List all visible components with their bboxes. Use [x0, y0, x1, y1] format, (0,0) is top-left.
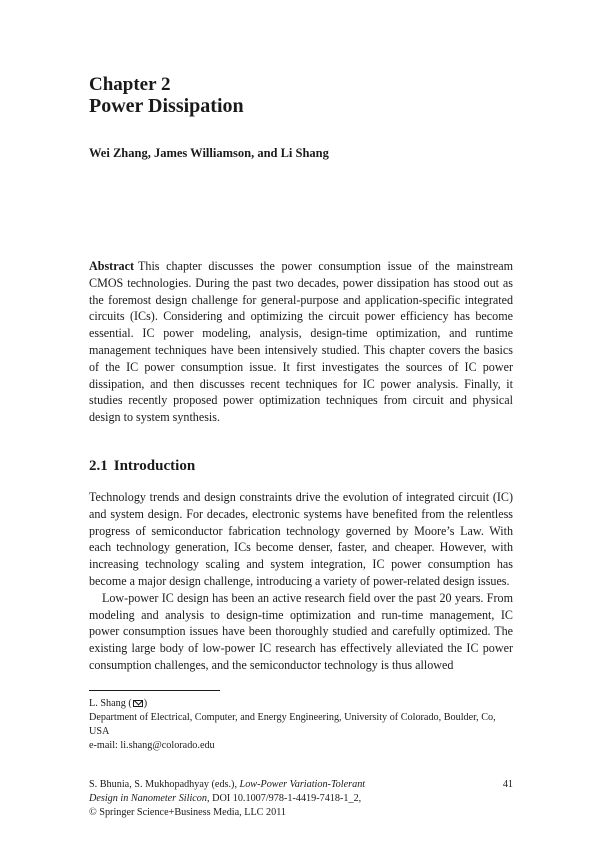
abstract-label: Abstract — [89, 259, 135, 273]
footnote-author-name: L. Shang ( — [89, 698, 132, 709]
page-number: 41 — [502, 779, 513, 790]
abstract-text: This chapter discusses the power consumption issue of the mainstream CMOS technologies. During the past two decades, power dissipation has stood out as the foremost design challenge for general-purpose and application-specific integrated circuits (ICs). Considering and optimizing the circuit power efficiency has become essential. IC power modeling, analysis, design-time optimization, and runtime management techniques have been intensively studied. This chapter covers the basics of the IC power consumption issue. It first investigates the sources of IC power dissipation, and then discusses recent techniques for IC power analysis. Finally, it studies recently proposed power optimization techniques from circuit and physical design to system synthesis. — [89, 259, 513, 425]
authors: Wei Zhang, James Williamson, and Li Shang — [89, 146, 329, 160]
citation-copyright: © Springer Science+Business Media, LLC 2011 — [89, 807, 287, 818]
citation-book-title-2: Design in Nanometer Silicon — [89, 793, 207, 804]
paragraph: Technology trends and design constraints drive the evolution of integrated circuit (IC) and system design. For decades, electronic systems have benefited from the relentless progress of semiconductor fabrication technology governed by Moore’s Law. With each technology generation, ICs become denser, faster, and cheaper. However, with increasing technology scaling and system integration, IC power consumption has become a major design challenge, introducing a variety of power-related design issues. — [89, 490, 513, 588]
citation-doi: , DOI 10.1007/978-1-4419-7418-1_2, — [207, 793, 362, 804]
footnote-author — [89, 697, 513, 711]
chapter-label: Chapter 2 — [89, 74, 171, 95]
citation — [89, 778, 429, 820]
footnote-email: e-mail: li.shang@colorado.edu — [89, 740, 215, 751]
citation-book-title-1: Low-Power Variation-Tolerant — [239, 779, 366, 790]
citation-editors: S. Bhunia, S. Mukhopadhyay (eds.), — [89, 779, 237, 790]
section-heading — [89, 457, 195, 475]
section-body — [89, 489, 513, 674]
paragraph: Low-power IC design has been an active research field over the past 20 years. From modeling and analysis to design-time optimization and run-time management, IC power consumption issues have been thoroughly studied and carefully optimized. The existing large body of low-power IC research has effectively alleviated the IC power consumption challenges, and the semiconductor technology is thus allowed — [89, 590, 513, 672]
section-number: 2.1 — [89, 458, 108, 474]
footnote — [89, 697, 513, 753]
footnote-affiliation: Department of Electrical, Computer, and Energy Engineering, University of Colorado, Boulder, Co, USA — [89, 712, 496, 737]
footnote-divider — [89, 690, 220, 691]
envelope-icon — [133, 700, 143, 707]
footnote-author-close: ) — [143, 698, 148, 709]
abstract — [89, 258, 513, 426]
section-title: Introduction — [113, 458, 196, 474]
chapter-title: Power Dissipation — [89, 95, 244, 117]
